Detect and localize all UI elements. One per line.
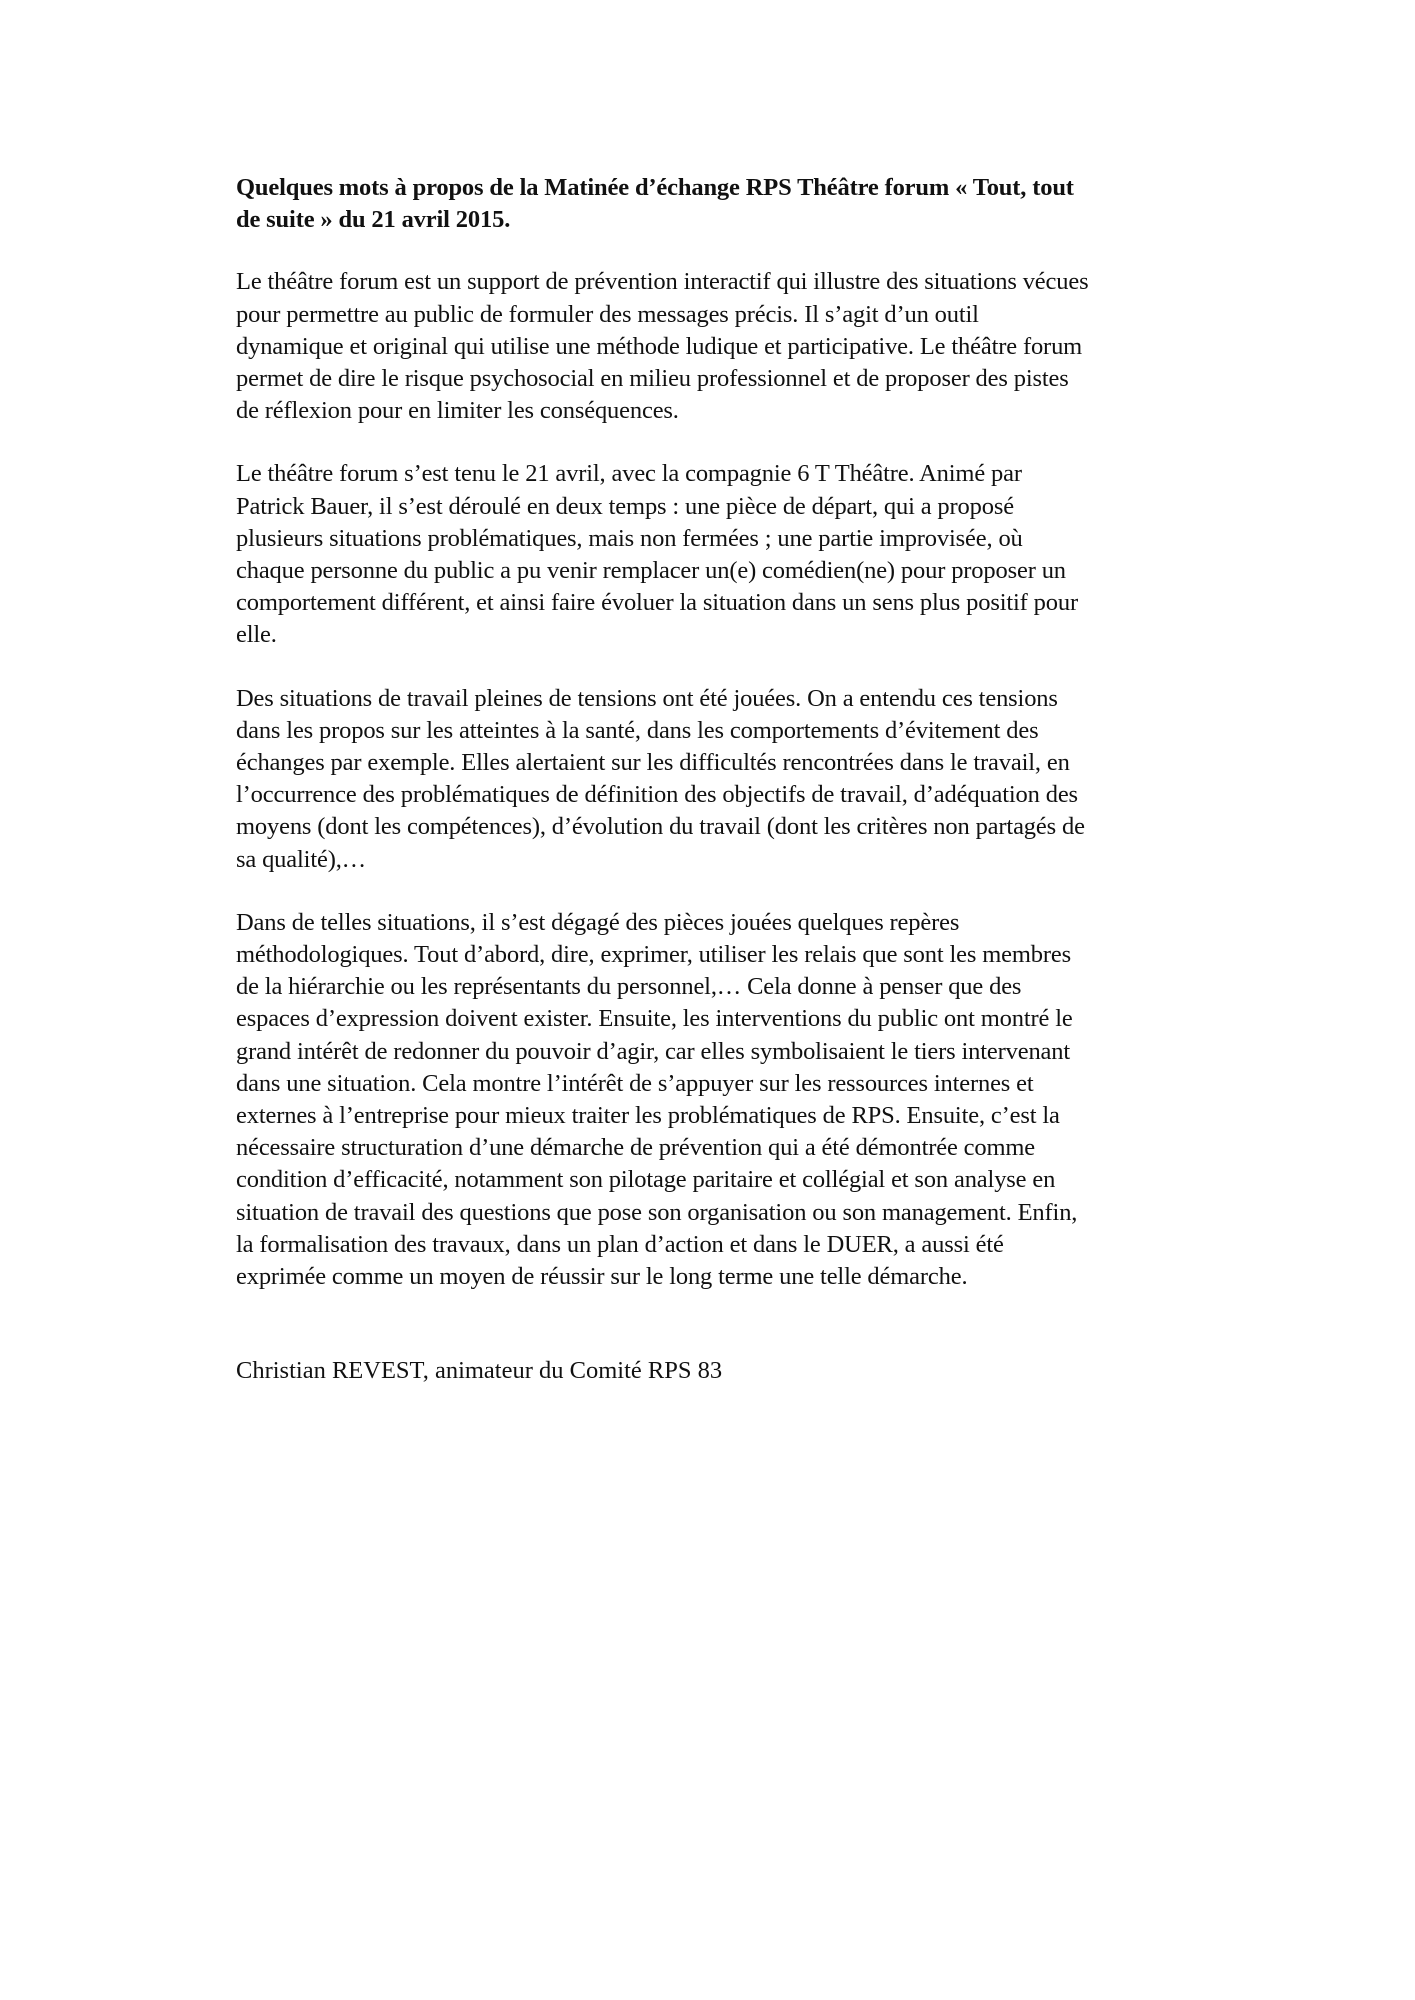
text-line: nécessaire structuration d’une démarche de prévention qui a été démontrée comme: [236, 1134, 1036, 1162]
text-line: sa qualité),…: [236, 845, 367, 873]
text-line: grand intérêt de redonner du pouvoir d’agir, car elles symbolisaient le tiers intervenant: [236, 1037, 1071, 1065]
paragraph-event: [236, 458, 1246, 651]
document-page: [236, 172, 1246, 1387]
text-line: la formalisation des travaux, dans un plan d’action et dans le DUER, a aussi été: [236, 1230, 1004, 1258]
paragraph-methodology: [236, 907, 1246, 1293]
text-line: plusieurs situations problématiques, mais non fermées ; une partie improvisée, où: [236, 524, 1023, 552]
text-line: méthodologiques. Tout d’abord, dire, exprimer, utiliser les relais que sont les membres: [236, 941, 1071, 969]
document-title: [236, 172, 1246, 236]
text-line: dans une situation. Cela montre l’intérêt de s’appuyer sur les ressources internes et: [236, 1069, 1034, 1097]
title-line: Quelques mots à propos de la Matinée d’échange RPS Théâtre forum « Tout, tout: [236, 174, 1074, 201]
text-line: Patrick Bauer, il s’est déroulé en deux temps : une pièce de départ, qui a proposé: [236, 492, 1014, 520]
text-line: Dans de telles situations, il s’est dégagé des pièces jouées quelques repères: [236, 908, 960, 936]
text-line: Le théâtre forum s’est tenu le 21 avril, avec la compagnie 6 T Théâtre. Animé par: [236, 460, 1022, 488]
text-line: échanges par exemple. Elles alertaient sur les difficultés rencontrées dans le travail, en: [236, 749, 1070, 777]
text-line: chaque personne du public a pu venir remplacer un(e) comédien(ne) pour proposer un: [236, 557, 1066, 585]
text-line: espaces d’expression doivent exister. Ensuite, les interventions du public ont montré le: [236, 1005, 1073, 1033]
text-line: Des situations de travail pleines de tensions ont été jouées. On a entendu ces tensions: [236, 684, 1058, 712]
text-line: moyens (dont les compétences), d’évolution du travail (dont les critères non partagés de: [236, 813, 1085, 841]
text-line: permet de dire le risque psychosocial en milieu professionnel et de proposer des pistes: [236, 365, 1069, 393]
text-line: de réflexion pour en limiter les conséquences.: [236, 397, 679, 425]
text-line: comportement différent, et ainsi faire évoluer la situation dans un sens plus positif pour: [236, 589, 1078, 617]
text-line: l’occurrence des problématiques de définition des objectifs de travail, d’adéquation des: [236, 781, 1078, 809]
text-line: externes à l’entreprise pour mieux traiter les problématiques de RPS. Ensuite, c’est la: [236, 1102, 1060, 1130]
text-line: condition d’efficacité, notamment son pilotage paritaire et collégial et son analyse en: [236, 1166, 1056, 1194]
text-line: Le théâtre forum est un support de prévention interactif qui illustre des situations vécues: [236, 268, 1089, 296]
paragraph-situations: [236, 683, 1246, 876]
text-line: elle.: [236, 621, 277, 649]
paragraph-intro: [236, 266, 1246, 427]
text-line: exprimée comme un moyen de réussir sur le long terme une telle démarche.: [236, 1263, 968, 1291]
text-line: dynamique et original qui utilise une méthode ludique et participative. Le théâtre forum: [236, 332, 1083, 360]
text-line: pour permettre au public de formuler des messages précis. Il s’agit d’un outil: [236, 300, 979, 328]
signature: Christian REVEST, animateur du Comité RPS 83: [236, 1357, 723, 1385]
text-line: dans les propos sur les atteintes à la santé, dans les comportements d’évitement des: [236, 716, 1039, 744]
text-line: situation de travail des questions que pose son organisation ou son management. Enfin,: [236, 1198, 1078, 1226]
title-line: de suite » du 21 avril 2015.: [236, 206, 511, 234]
text-line: de la hiérarchie ou les représentants du personnel,… Cela donne à penser que des: [236, 973, 1022, 1001]
